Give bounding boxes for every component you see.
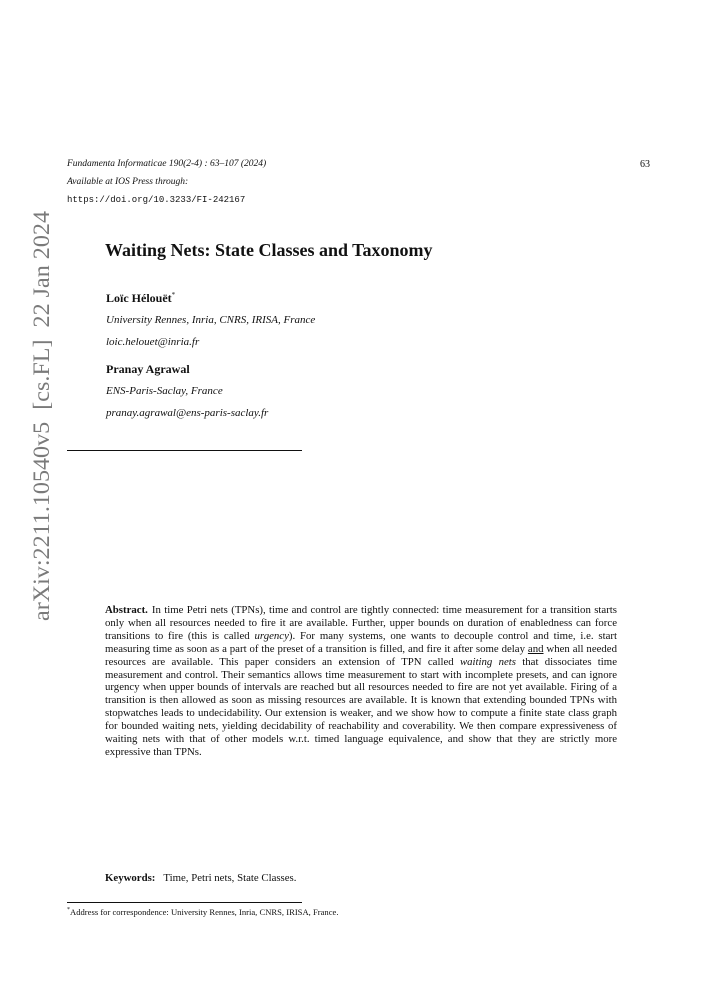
author-name: [106, 362, 190, 377]
author-footnote-mark[interactable]: *: [171, 291, 176, 299]
abstract: [105, 604, 617, 759]
abstract-emphasis: waiting nets: [459, 655, 516, 668]
journal-citation: Fundamenta Informaticae 190(2-4) : 63–107 (2024): [67, 159, 267, 169]
abstract-text: ). For many systems, one wants to decouple control and time, i.e. start measuring time as soon as a part of the preset of a transition is filled, and fire it after some delay: [105, 629, 617, 655]
keywords-text: Time, Petri nets, State Classes.: [163, 872, 297, 884]
author-name: [106, 291, 175, 306]
abstract-underline: and: [527, 642, 544, 655]
keywords: [105, 872, 296, 884]
paper-title: Waiting Nets: State Classes and Taxonomy: [105, 240, 433, 260]
abstract-label: Abstract.: [105, 604, 148, 616]
page-number: 63: [640, 159, 650, 170]
footnote-text: Address for correspondence: University Rennes, Inria, CNRS, IRISA, France.: [70, 907, 339, 917]
abstract-text: when all needed resources are available. This paper considers an extension of TPN called: [105, 642, 617, 668]
footnote: [67, 907, 339, 917]
arxiv-stamp-text: arXiv:2211.10540v5 [cs.FL] 22 Jan 2024: [29, 229, 54, 621]
author-affiliation: ENS-Paris-Saclay, France: [106, 385, 223, 397]
footnote-divider: [67, 902, 302, 903]
author-name-text: Loïc Hélouët: [106, 291, 172, 305]
availability-note: Available at IOS Press through:: [67, 177, 189, 187]
keywords-label: Keywords:: [105, 872, 156, 884]
header-divider: [67, 450, 302, 451]
author-email[interactable]: pranay.agrawal@ens-paris-saclay.fr: [106, 407, 269, 419]
arxiv-stamp: [10, 208, 60, 623]
author-affiliation: University Rennes, Inria, CNRS, IRISA, France: [106, 314, 316, 326]
author-name-text: Pranay Agrawal: [106, 362, 190, 376]
footnote-mark: *: [67, 907, 70, 914]
author-email[interactable]: loic.helouet@inria.fr: [106, 336, 200, 348]
abstract-text: that dissociates time measurement and control. Their semantics allows time measurement to start with incomplete presets, and can ignore urgency when upper bounds of intervals are reached but all resources needed to fire are not yet available. Firing of a transition is then allowed as soon as missing resources are available. It is known that extending bounded TPNs with stopwatches leads to undecidability. Our extension is weaker, and we show how to compute a finite state class graph for bounded waiting nets, yielding decidability of reachability and coverability. We then compare expressiveness of waiting nets with that of other models w.r.t. timed language equivalence, and show that they are strictly more expressive than TPNs.: [105, 655, 617, 758]
abstract-emphasis: urgency: [254, 629, 289, 642]
abstract-text: In time Petri nets (TPNs), time and control are tightly connected: time measurement for a transition starts only when all resources needed to fire it are available. Further, upper bounds on duration of enabledness can force transitions to fire (this is called: [105, 604, 617, 642]
doi-link[interactable]: https://doi.org/10.3233/FI-242167: [67, 195, 246, 205]
